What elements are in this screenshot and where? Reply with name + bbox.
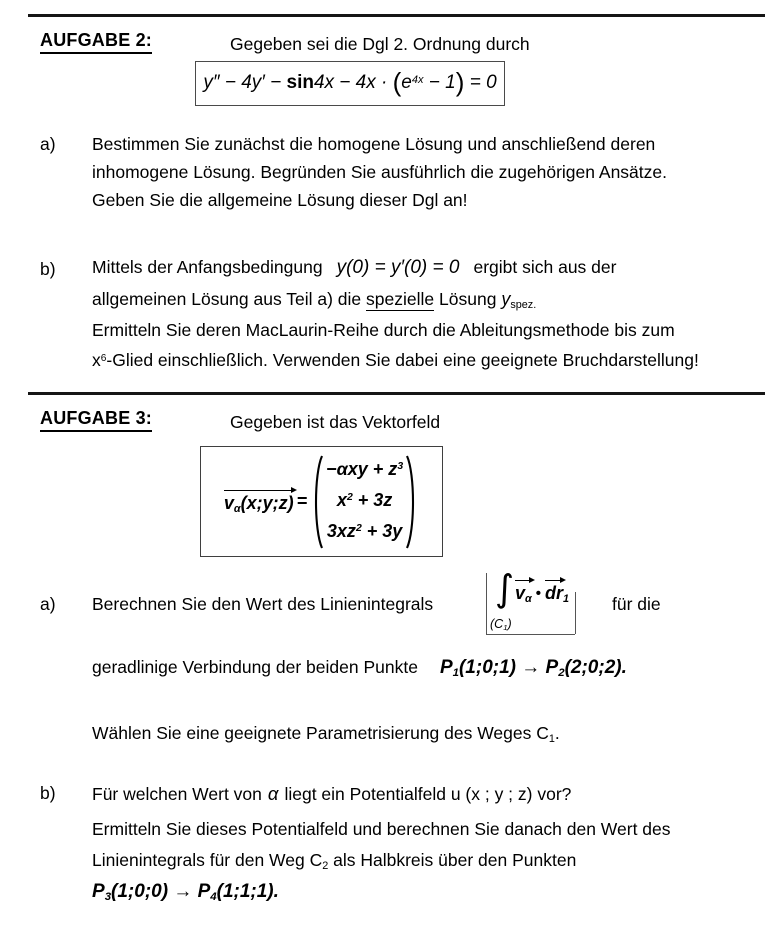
z-squared-exponent: 2	[355, 523, 362, 535]
vector-v: v	[223, 492, 234, 513]
a3-b-line-4: P3(1;0;0) → P4(1;1;1).	[92, 881, 279, 904]
a2-b-label: b)	[40, 259, 56, 279]
vector-equals: =	[296, 491, 308, 511]
v-alpha-vector: vα	[515, 580, 532, 604]
equals-zero: = 0	[464, 72, 497, 93]
x6-exponent: 6	[100, 352, 107, 364]
z-cubed-exponent: 3	[397, 461, 404, 473]
matrix-paren-right	[405, 454, 419, 550]
x-squared-exponent: 2	[346, 492, 353, 504]
c1-subscript: 1	[548, 733, 555, 746]
a2-a-line-1: Bestimmen Sie zunächst die homogene Lösung und anschließend deren	[92, 134, 656, 154]
a2-b-line2-pre: allgemeinen Lösung aus Teil a) die	[92, 289, 362, 309]
c2-subscript: 2	[322, 860, 329, 873]
vector-arguments: (x;y;z)	[240, 492, 294, 513]
a2-a-label: a)	[40, 134, 56, 154]
vector-component-2: $x^2 + 3z$	[336, 489, 393, 510]
alpha-symbol: α	[267, 783, 279, 804]
dr-subscript: 1	[562, 593, 569, 606]
integral-sign: ∫	[495, 567, 515, 610]
integrand	[515, 580, 569, 604]
initial-condition-math: y(0) = y′(0) = 0	[336, 257, 460, 278]
y-spez-symbol: y	[501, 289, 511, 309]
y-spez-subscript: spez.	[510, 299, 537, 312]
top-divider	[28, 14, 765, 17]
aufgabe2-intro: Gegeben sei die Dgl 2. Ordnung durch	[230, 34, 530, 54]
a2-b-line1-pre: Mittels der Anfangsbedingung	[92, 257, 323, 277]
vector-symbol	[224, 490, 294, 514]
x6-base: x	[92, 350, 101, 370]
dr-vector: dr	[545, 580, 563, 604]
a3-b-line-3: Linienintegrals für den Weg C2 als Halbkreis über den Punkten	[92, 850, 577, 873]
aufgabe2-label: AUFGABE 2:	[40, 30, 152, 54]
a2-b-line-4	[92, 350, 699, 371]
dgl-formula-pre: y″ − 4y′ −	[203, 72, 287, 93]
right-paren: )	[455, 67, 465, 97]
vector-components	[326, 456, 403, 548]
euler-e: e	[401, 72, 412, 93]
dgl-formula-mid: 4x − 4x ·	[313, 72, 393, 93]
a2-b-line2-mid: Lösung	[439, 289, 497, 309]
dot-product-icon: •	[535, 585, 541, 602]
a2-b-line-3: Ermitteln Sie deren MacLaurin-Reihe durch die Ableitungsmethode bis zum	[92, 320, 675, 340]
a2-a-line-2: inhomogene Lösung. Begründen Sie ausführlich die zugehörigen Ansätze.	[92, 162, 667, 182]
vector-component-1: $-\alpha xy + z^3$	[326, 458, 404, 479]
vector-alpha-subscript: α	[233, 502, 241, 515]
exponent-4x: 4x	[411, 73, 424, 86]
a3-a-label: a)	[40, 594, 56, 614]
a2-b-line-2	[92, 289, 536, 310]
aufgabe3-label: AUFGABE 3:	[40, 408, 152, 432]
a2-a-line-3: Geben Sie die allgemeine Lösung dieser Dgl an!	[92, 190, 468, 210]
a3-a-line-1: Berechnen Sie den Wert des Linienintegrals	[92, 594, 434, 614]
a3-a-line-1-post: für die	[612, 594, 661, 614]
dgl-formula-box	[195, 61, 505, 106]
a3-b-label: b)	[40, 783, 56, 803]
a3-a-line-3: Wählen Sie eine geeignete Parametrisierung des Weges C1.	[92, 723, 560, 746]
line-integral-box	[486, 567, 575, 635]
a2-b-line-1	[92, 257, 616, 279]
points-p1-p2: P1(1;0;1) → P2(2;0;2).	[439, 657, 627, 680]
aufgabe3-intro: Gegeben ist das Vektorfeld	[230, 412, 441, 432]
a3-b-line-1: Für welchen Wert von α liegt ein Potentialfeld u (x ; y ; z) vor?	[92, 783, 572, 804]
section-divider	[28, 392, 765, 395]
sin-function: sin	[286, 72, 314, 93]
integral-path-label: (C1)	[490, 617, 512, 633]
dgl-formula-tail: − 1	[423, 72, 456, 93]
vector-field-box	[200, 446, 443, 557]
a3-a-line-2	[92, 657, 627, 679]
a3-b-line-2: Ermitteln Sie dieses Potentialfeld und berechnen Sie danach den Wert des	[92, 819, 671, 839]
vector-component-3: $3xz^2 + 3y$	[326, 520, 403, 541]
matrix-paren-left	[310, 454, 324, 550]
a3-a-line2-pre: geradlinige Verbindung der beiden Punkte	[92, 657, 418, 677]
a2-b-line1-post: ergibt sich aus der	[473, 257, 617, 277]
a2-b-line4-post: -Glied einschließlich. Verwenden Sie dabei eine geeignete Bruchdarstellung!	[106, 350, 699, 370]
left-paren: (	[392, 67, 402, 97]
spezielle-underlined: spezielle	[366, 289, 435, 309]
